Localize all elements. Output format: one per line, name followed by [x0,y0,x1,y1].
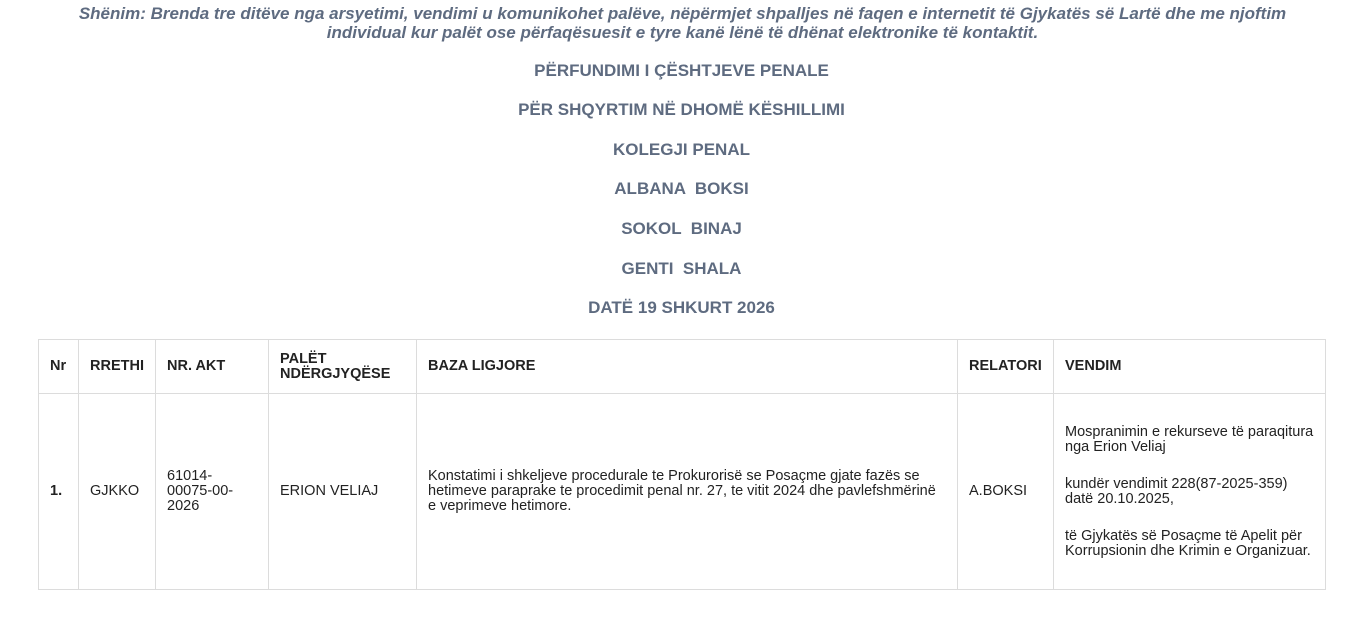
header-vendim: VENDIM [1054,340,1326,394]
heading-date: DATË 19 SHKURT 2026 [588,298,775,317]
cell-nr-akt: 61014-00075-00-2026 [156,394,269,590]
header-nr-akt: NR. AKT [156,340,269,394]
heading-judge-2: SOKOL BINAJ [621,219,742,238]
cell-nr: 1. [39,394,79,590]
cell-relatori: A.BOKSI [958,394,1054,590]
header-palet: PALËT NDËRGJYQËSE [269,340,417,394]
header-rrethi: RRETHI [79,340,156,394]
header-baza-ligjore: BAZA LIGJORE [417,340,958,394]
cell-rrethi: GJKKO [79,394,156,590]
header-nr: Nr [39,340,79,394]
heading-judge-1: ALBANA BOKSI [614,179,749,198]
cell-palet: ERION VELIAJ [269,394,417,590]
vendim-paragraph-3: të Gjykatës së Posaçme të Apelit për Korrupsionin dhe Krimin e Organizuar. [1065,527,1311,559]
vendim-paragraph-1: Mospranimin e rekurseve të paraqitura nga Erion Veliaj [1065,423,1314,455]
vendim-paragraph-2: kundër vendimit 228(87-2025-359) datë 20.10.2025, [1065,475,1288,507]
table-row [39,394,1326,590]
cases-table [38,339,1326,590]
publication-note: Shënim: Brenda tre ditëve nga arsyetimi, vendimi u komunikohet palëve, nëpërmjet shpalljes në faqen e internetit të Gjykatës së Lartë dhe me njoftim individual kur palët ose përfaqësuesit e tyre kanë lënë të dhënat elektronike të kontaktit. [78,4,1287,42]
cell-baza-ligjore: Konstatimi i shkeljeve procedurale te Prokurorisë se Posaçme gjate fazës se hetimeve paraprake te procedimit penal nr. 27, te vitit 2024 dhe pavlefshmërinë e veprimeve hetimore. [417,394,958,590]
header-relatori: RELATORI [958,340,1054,394]
heading-college: KOLEGJI PENAL [613,140,750,159]
heading-judge-3: GENTI SHALA [621,259,742,278]
table-header-row [39,340,1326,394]
cell-vendim [1054,394,1326,590]
heading-title: PËRFUNDIMI I ÇËSHTJEVE PENALE [534,61,829,80]
heading-session: PËR SHQYRTIM NË DHOMË KËSHILLIMI [518,100,845,119]
